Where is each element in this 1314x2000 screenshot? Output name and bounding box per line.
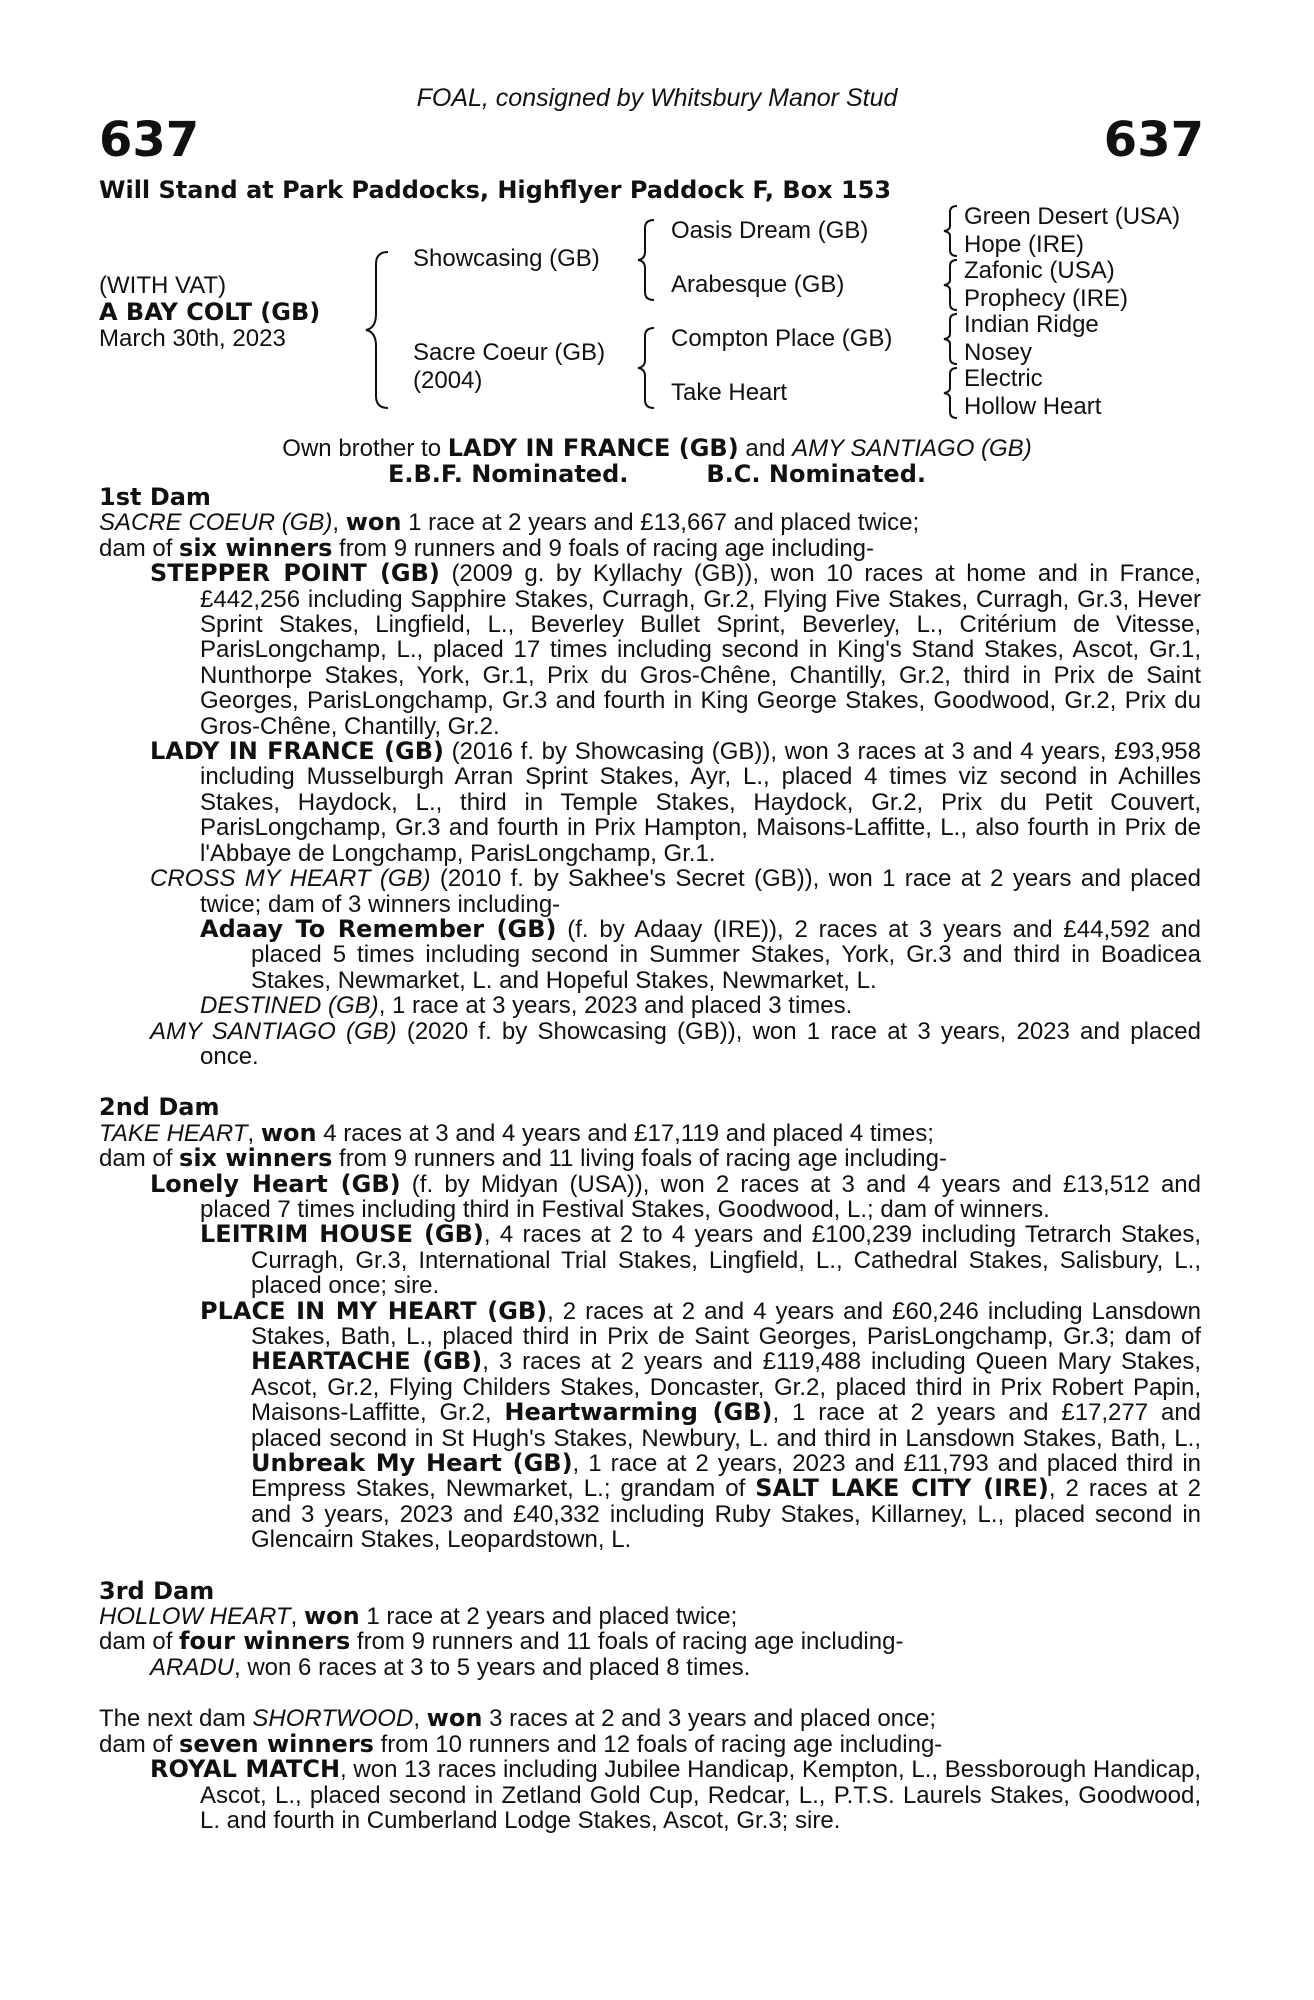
third-dam-record: HOLLOW HEART, won 1 race at 2 years and placed twice; [99,1602,738,1631]
next-dam-record: The next dam SHORTWOOD, won 3 races at 2 and 3 years and placed once; [99,1704,937,1733]
dam-sire-dam: Nosey [964,339,1033,366]
produce-royal-match: ROYAL MATCH, won 13 races including Jubilee Handicap, Kempton, L., Bessborough Handicap, Ascot, L., placed second in Zetland Gold Cup, Redcar, L., P.T.S. Laurels Stakes, Goodwood, L. and fourth in Cumberland Lodge Stakes, Ascot, Gr.3; sire. [150,1755,1202,1834]
sire-dam-dam: Prophecy (IRE) [964,285,1129,312]
bc-nomination: B.C. Nominated. [706,460,927,488]
pedigree-brace-main [364,250,394,410]
produce-lonely-heart: Lonely Heart (GB) (f. by Midyan (USA)), won 2 races at 3 and 4 years and £13,512 and placed 7 times including third in Festival Stakes, Goodwood, L.; dam of winners. [150,1169,1201,1223]
produce-record [99,485,1201,1833]
sire-sire-dam: Hope (IRE) [964,231,1085,258]
second-dam-heading: 2nd Dam [99,1093,220,1122]
pedigree-brace-g3-1 [942,204,960,258]
first-dam-heading: 1st Dam [99,483,211,511]
pedigree-brace-g3-3 [942,312,960,366]
produce-aradu: ARADU, won 6 races at 3 to 5 years and placed 8 times. [150,1653,751,1681]
sire-sire: Oasis Dream (GB) [671,217,869,244]
pedigree-brace-dam [636,326,658,410]
second-dam-produce: dam of six winners from 9 runners and 11 living foals of racing age including- [99,1144,947,1173]
produce-adaay-to-remember: Adaay To Remember (GB) (f. by Adaay (IRE)), 2 races at 3 years and £44,592 and placed 5 times including second in Summer Stakes, York, Gr.3 and third in Boadicea Stakes, Newmarket, L. and Hopeful Stakes, Newmarket, L. [200,914,1201,994]
dam-sire: Compton Place (GB) [671,325,893,352]
lot-number-left: 637 [99,112,200,168]
produce-amy-santiago: AMY SANTIAGO (GB) (2020 f. by Showcasing (GB)), won 1 race at 3 years, 2023 and placed once. [150,1017,1201,1070]
third-dam-heading: 3rd Dam [99,1576,215,1605]
produce-stepper-point: STEPPER POINT (GB) (2009 g. by Kyllachy (GB)), won 10 races at home and in France, £442,256 including Sapphire Stakes, Curragh, Gr.2, Flying Five Stakes, Curragh, Gr.3, Hever Sprint Stakes, Lingfield, L., Beverley Bullet Sprint, Beverley, L., Critérium de Vitesse, ParisLongchamp, L., placed 17 times including second in King's Stand Stakes, Ascot, Gr.1, Nunthorpe Stakes, York, Gr.1, Prix du Gros-Chêne, Chantilly, Gr.2, third in Prix de Saint Georges, ParisLongchamp, Gr.3 and fourth in King George Stakes, Goodwood, Gr.2, Prix du Gros-Chêne, Chantilly, Gr.2. [150,559,1201,740]
sire-sire-sire: Green Desert (USA) [964,203,1181,230]
pedigree-brace-g3-4 [942,366,960,420]
own-brother-line: Own brother to LADY IN FRANCE (GB) and AMY SANTIAGO (GB) [282,434,1032,462]
produce-place-in-my-heart: PLACE IN MY HEART (GB), 2 races at 2 and 4 years and £60,246 including Lansdown Stakes, Bath, L., placed third in Prix de Saint Georges, ParisLongchamp, Gr.3; dam of HEARTACHE (GB), 3 races at 2 years and £119,488 including Queen Mary Stakes, Ascot, Gr.2, Flying Childers Stakes, Doncaster, Gr.2, placed third in Prix Robert Papin, Maisons-Laffitte, Gr.2, Heartwarming (GB), 1 race at 2 years and £17,277 and placed second in St Hugh's Stakes, Newbury, L. and third in Lansdown Stakes, Bath, L., Unbreak My Heart (GB), 1 race at 2 years, 2023 and £11,793 and placed third in Empress Stakes, Newmarket, L.; grandam of SALT LAKE CITY (IRE), 2 races at 2 and 3 years, 2023 and £40,332 including Ruby Stakes, Killarney, L., placed second in Glencairn Stakes, Leopardstown, L. [200,1296,1202,1554]
next-dam-produce: dam of seven winners from 10 runners and 12 foals of racing age including- [99,1729,943,1758]
lot-number-right: 637 [1103,112,1204,168]
foaling-date: March 30th, 2023 [99,325,286,352]
produce-leitrim-house: LEITRIM HOUSE (GB), 4 races at 2 to 4 years and £100,239 including Tetrarch Stakes, Curragh, Gr.3, International Trial Stakes, Lingfield, L., Cathedral Stakes, Salisbury, L., placed once; sire. [200,1220,1202,1300]
dam-dam: Take Heart [671,379,788,406]
stand-location: Will Stand at Park Paddocks, Highflyer Paddock F, Box 153 [99,176,892,204]
third-dam-produce: dam of four winners from 9 runners and 11 foals of racing age including- [99,1627,904,1656]
produce-cross-my-heart: CROSS MY HEART (GB) (2010 f. by Sakhee's Secret (GB)), won 1 race at 2 years and placed twice; dam of 3 winners including- [150,865,1202,918]
pedigree-brace-sire [636,218,658,302]
produce-lady-in-france: LADY IN FRANCE (GB) (2016 f. by Showcasing (GB)), won 3 races at 3 and 4 years, £93,958 including Musselburgh Arran Sprint Stakes, Ayr, L., placed 4 times viz second in Achilles Stakes, Haydock, L., third in Temple Stakes, Haydock, Gr.2, Prix du Petit Couvert, ParisLongchamp, Gr.3 and fourth in Prix Hampton, Maisons-Laffitte, L., also fourth in Prix de l'Abbaye de Longchamp, ParisLongchamp, Gr.1. [150,737,1201,867]
pedigree-brace-g3-2 [942,258,960,312]
dam-sire-sire: Indian Ridge [964,311,1099,338]
dam-dam-dam: Hollow Heart [964,393,1102,420]
dam-name: Sacre Coeur (GB) [413,339,606,366]
ebf-nomination: E.B.F. Nominated. [387,460,629,488]
first-dam-produce: dam of six winners from 9 runners and 9 foals of racing age including- [99,533,875,562]
sire-dam: Arabesque (GB) [671,271,845,298]
vat-note: (WITH VAT) [99,272,227,299]
dam-dam-sire: Electric [964,365,1043,392]
second-dam-record: TAKE HEART, won 4 races at 3 and 4 years and £17,119 and placed 4 times; [99,1118,934,1147]
sire-dam-sire: Zafonic (USA) [964,257,1115,284]
dam-year: (2004) [413,367,483,394]
produce-destined: DESTINED (GB), 1 race at 3 years, 2023 and placed 3 times. [200,992,853,1020]
sire-name: Showcasing (GB) [413,245,600,272]
first-dam-record: SACRE COEUR (GB), won 1 race at 2 years and £13,667 and placed twice; [99,508,920,537]
consignor-line: FOAL, consigned by Whitsbury Manor Stud [416,84,898,112]
horse-name: A BAY COLT (GB) [99,298,321,326]
